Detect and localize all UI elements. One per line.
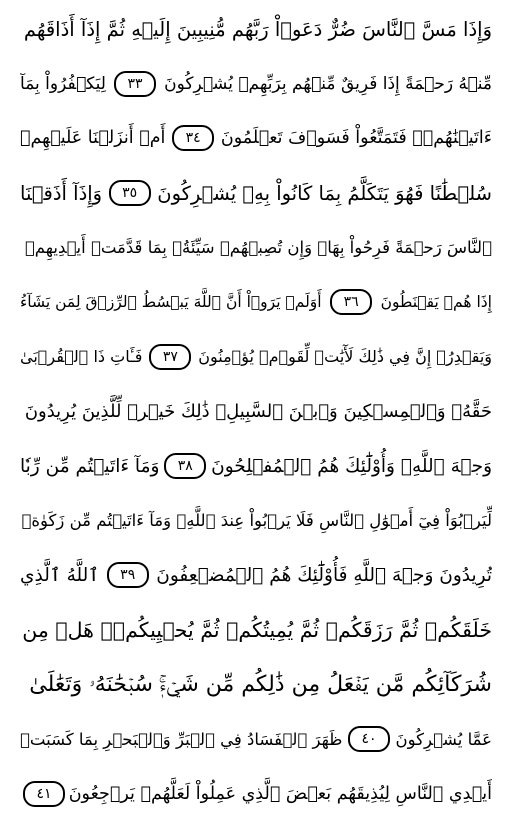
ayah-number-marker: ٤٠: [348, 726, 390, 752]
verse-line: [20, 548, 492, 603]
verse-line: [20, 603, 492, 658]
ayah-number-marker: ٣٦: [330, 289, 372, 315]
line-text: وَإِذَآ أَذَقۡنَا: [20, 181, 103, 205]
line-text: أَوَلَمۡ يَرَوۡاْ أَنَّ ٱللَّهَ يَبۡسُطُ ٱلرِّزۡقَ لِمَن يَشَآءُ: [20, 293, 322, 312]
ayah-number-marker: ٣٨: [164, 453, 206, 479]
verse-line: [20, 275, 492, 330]
line-text: عَمَّا يُشۡرِكُونَ: [395, 729, 492, 749]
line-text: سُلۡطَٰنًا فَهُوَ يَتَكَلَّمُ بِمَا كَانُواْ بِهِۦ يُشۡرِكُونَ: [157, 181, 492, 205]
line-text: تُرِيدُونَ وَجۡهَ ٱللَّهِ فَأُوْلَٰٓئِكَ هُمُ ٱلۡمُضۡعِفُونَ: [156, 564, 492, 586]
verse-line: [20, 330, 492, 385]
verse-line: [20, 384, 492, 439]
line-text: شُرَكَآئِكُم مَّن يَفۡعَلُ مِن ذَٰلِكُم مِّن شَيۡءٖۚ سُبۡحَٰنَهُۥ وَتَعَٰلَىٰ: [29, 671, 492, 697]
line-text: وَجۡهَ ٱللَّهِۖ وَأُوْلَٰٓئِكَ هُمُ ٱلۡمُفۡلِحُونَ: [211, 455, 492, 477]
line-text: أَمۡ أَنزَلۡنَا عَلَيۡهِمۡ: [20, 128, 166, 149]
line-text: وَيَقۡدِرُۚ إِنَّ فِي ذَٰلِكَ لَأٓيَٰتٖ لِّقَوۡمٖ يُؤۡمِنُونَ: [198, 347, 492, 367]
verse-line: [20, 493, 492, 548]
line-text: ٱللَّهُ ٱلَّذِي: [20, 564, 100, 586]
verse-line: [20, 766, 492, 821]
verse-line: [20, 166, 492, 221]
line-text: ٱلنَّاسَ رَحۡمَةً فَرِحُواْ بِهَاۖ وَإِن تُصِبۡهُمۡ سَيِّئَةُۢ بِمَا قَدَّمَتۡ أَيۡدِيهِمۡ: [24, 238, 492, 258]
ayah-number-marker: ٣٣: [114, 71, 156, 97]
verse-line: [20, 439, 492, 494]
verse-line: [20, 220, 492, 275]
line-text: وَإِذَا مَسَّ ٱلنَّاسَ ضُرٌّ دَعَوۡاْ رَبَّهُم مُّنِيبِينَ إِلَيۡهِ ثُمَّ إِذَآ أَذَاقَهُم: [23, 17, 492, 41]
line-text: ءَاتَيۡنَٰهُمۡۚ فَتَمَتَّعُواْ فَسَوۡفَ تَعۡلَمُونَ: [220, 128, 492, 149]
line-text: إِذَا هُمۡ يَقۡنَطُونَ: [380, 293, 492, 312]
line-text: وَمَآ ءَاتَيۡتُم مِّن رِّبٗا: [20, 455, 160, 477]
line-text: أَيۡدِي ٱلنَّاسِ لِيُذِيقَهُم بَعۡضَ ٱلَّذِي عَمِلُواْ لَعَلَّهُمۡ يَرۡجِعُونَ: [68, 783, 492, 804]
verse-line: [20, 2, 492, 57]
ayah-number-marker: ٣٧: [149, 344, 191, 370]
ayah-number-marker: ٤١: [23, 781, 65, 807]
verse-line: [20, 111, 492, 166]
verse-line: [20, 657, 492, 712]
line-text: مِّنۡهُ رَحۡمَةً إِذَا فَرِيقٌ مِّنۡهُم بِرَبِّهِمۡ يُشۡرِكُونَ: [164, 73, 492, 94]
line-text: لِيَكۡفُرُواْ بِمَآ: [20, 73, 106, 94]
line-text: فَـَٔاتِ ذَا ٱلۡقُرۡبَىٰ: [20, 347, 143, 367]
verse-line: [20, 57, 492, 112]
ayah-number-marker: ٣٤: [172, 125, 214, 151]
line-text: حَقَّهُۥ وَٱلۡمِسۡكِينَ وَٱبۡنَ ٱلسَّبِيلِۚ ذَٰلِكَ خَيۡرٞ لِّلَّذِينَ يُرِيدُونَ: [24, 400, 492, 422]
line-text: لِّيَرۡبُوَاْ فِيٓ أَمۡوَٰلِ ٱلنَّاسِ فَلَا يَرۡبُواْ عِندَ ٱللَّهِۖ وَمَآ ءَاتَيۡتُم مِّن زَكَوٰةٖ: [21, 511, 492, 531]
line-text: ظَهَرَ ٱلۡفَسَادُ فِي ٱلۡبَرِّ وَٱلۡبَحۡرِ بِمَا كَسَبَتۡ: [20, 729, 343, 749]
ayah-number-marker: ٣٩: [107, 562, 149, 588]
verse-line: [20, 712, 492, 767]
ayah-number-marker: ٣٥: [109, 180, 151, 206]
line-text: خَلَقَكُمۡ ثُمَّ رَزَقَكُمۡ ثُمَّ يُمِيتُكُمۡ ثُمَّ يُحۡيِيكُمۡۖ هَلۡ مِن: [22, 617, 492, 642]
